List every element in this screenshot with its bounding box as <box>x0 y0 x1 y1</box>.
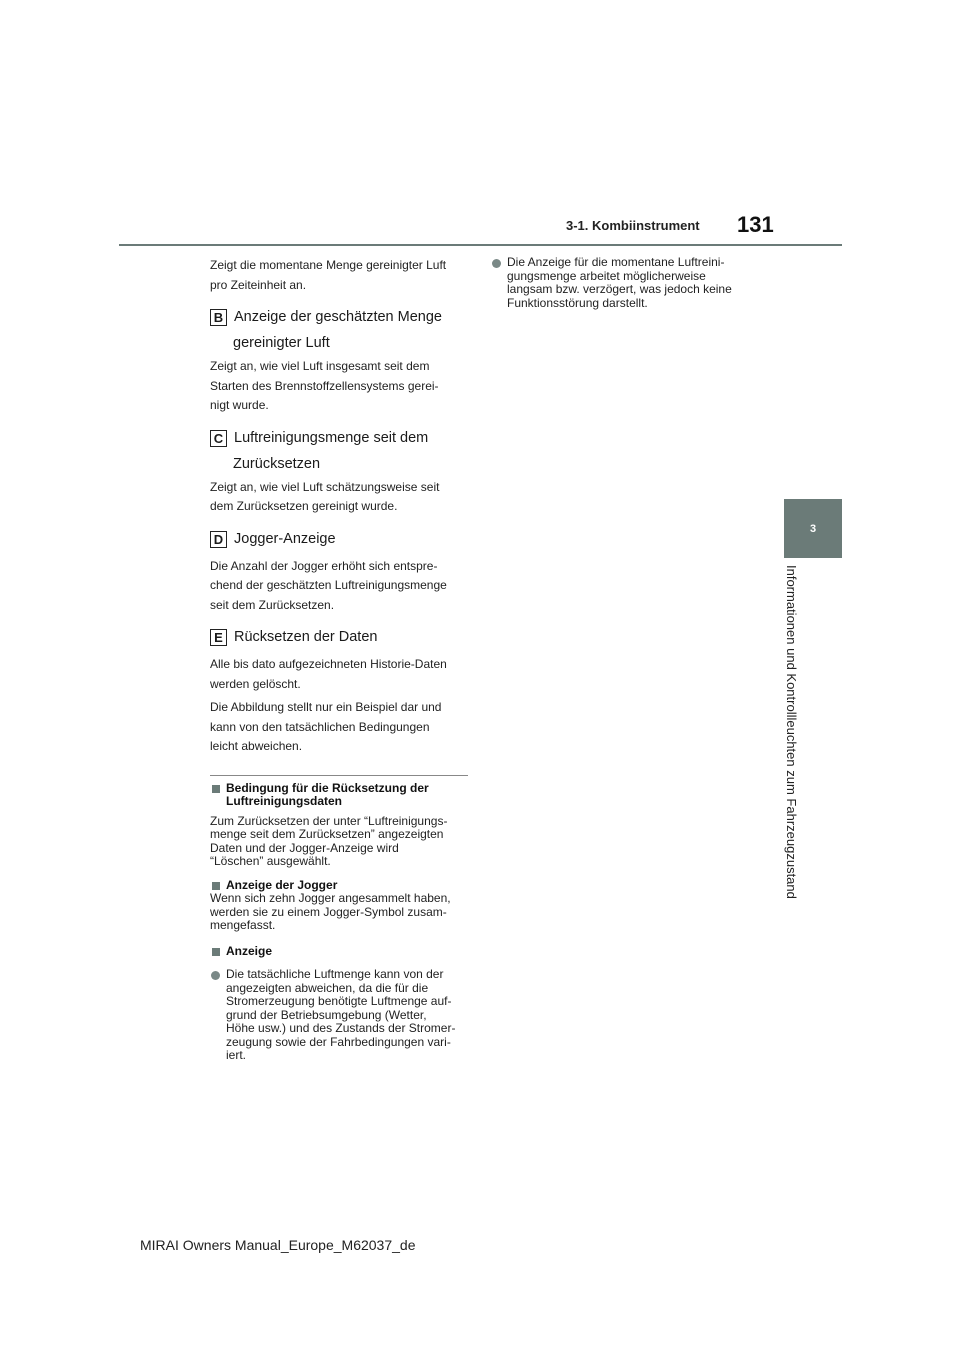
section-d-text <box>210 557 470 616</box>
section-title: 3-1. Kombiinstrument <box>566 218 700 233</box>
footer-manual-id: MIRAI Owners Manual_Europe_M62037_de <box>140 1237 416 1253</box>
text-line: Zum Zurücksetzen der unter “Luftreinigungs- <box>210 813 448 828</box>
subheading-reset-condition <box>210 782 470 809</box>
text-line: nigt wurde. <box>210 398 269 412</box>
square-bullet-icon <box>212 882 220 890</box>
text-line: Funktionsstörung darstellt. <box>507 295 648 310</box>
text-line: Höhe usw.) und des Zustands der Stromer- <box>226 1021 456 1035</box>
text-line: Luftreinigungsdaten <box>226 794 342 808</box>
right-bullet <box>491 256 753 310</box>
text-line: leicht abweichen. <box>210 739 303 753</box>
right-column <box>491 256 753 310</box>
subheading-text: Anzeige <box>226 943 273 958</box>
text-line: mengefasst. <box>210 918 276 932</box>
text-line: Zeigt an, wie viel Luft insgesamt seit dem <box>210 359 430 373</box>
text-line: gungsmenge arbeitet möglicherweise <box>507 268 706 283</box>
section-e-text <box>210 655 470 694</box>
chapter-tab: 3 <box>784 499 842 558</box>
heading-c-title-cont: Zurücksetzen <box>233 455 321 472</box>
text-line: dem Zurücksetzen gereinigt wurde. <box>210 499 398 513</box>
text-line: iert. <box>226 1048 247 1062</box>
note-text <box>210 698 470 757</box>
subheading-text <box>226 782 429 809</box>
chapter-side-title: Informationen und Kontrollleuchten zum Fahrzeugzustand <box>784 565 799 899</box>
page-number: 131 <box>737 212 774 237</box>
text-line: Wenn sich zehn Jogger angesammelt haben, <box>210 891 451 905</box>
subheading-jogger-display <box>210 879 470 893</box>
heading-b-title: Anzeige der geschätzten Menge <box>234 309 442 325</box>
subheading-display <box>210 945 470 959</box>
text-line: grund der Betriebsumgebung (Wetter, <box>226 1007 427 1022</box>
display-bullet-text <box>226 968 455 1063</box>
section-divider <box>210 775 468 776</box>
text-line: Daten und der Jogger-Anzeige wird <box>210 840 399 855</box>
circle-bullet-icon <box>211 971 220 980</box>
text-line: Die Anzeige für die momentane Luftreini- <box>507 255 725 269</box>
text-line: kann von den tatsächlichen Bedingungen <box>210 719 430 734</box>
heading-d-title: Jogger-Anzeige <box>234 530 336 547</box>
heading-b-title-cont: gereinigter Luft <box>233 335 330 351</box>
square-bullet-icon <box>212 948 220 956</box>
section-b-text <box>210 357 470 416</box>
text-line: werden sie zu einem Jogger-Symbol zusam- <box>210 904 447 919</box>
text-line: langsam bzw. verzögert, was jedoch keine <box>507 282 732 296</box>
intro-text <box>210 256 470 295</box>
letter-c-icon: C <box>210 430 227 447</box>
text-line: “Löschen” ausgewählt. <box>210 854 331 868</box>
subheading-text: Anzeige der Jogger <box>226 877 338 892</box>
letter-b-icon: B <box>210 309 227 326</box>
heading-d <box>210 529 470 553</box>
text-line: Die Anzahl der Jogger erhöht sich entspre- <box>210 558 438 573</box>
text-line: angezeigten abweichen, da die für die <box>226 980 429 995</box>
text-line: pro Zeiteinheit an. <box>210 277 307 292</box>
right-bullet-text <box>507 256 732 310</box>
text-line: Zeigt an, wie viel Luft schätzungsweise seit <box>210 479 440 494</box>
heading-b <box>210 307 470 331</box>
left-column <box>210 256 470 1063</box>
text-line: Bedingung für die Rücksetzung der <box>226 780 429 795</box>
text-line: Die Abbildung stellt nur ein Beispiel dar und <box>210 700 442 714</box>
header-rule <box>119 244 842 246</box>
text-line: seit dem Zurücksetzen. <box>210 597 335 612</box>
text-line: werden gelöscht. <box>210 676 301 691</box>
heading-e <box>210 627 470 651</box>
jogger-display-text <box>210 892 470 933</box>
heading-e-title: Rücksetzen der Daten <box>234 629 378 645</box>
circle-bullet-icon <box>492 259 501 268</box>
section-c-text <box>210 478 470 517</box>
square-bullet-icon <box>212 785 220 793</box>
text-line: zeugung sowie der Fahrbedingungen vari- <box>226 1034 451 1049</box>
display-bullet <box>210 968 470 1063</box>
heading-c <box>210 428 470 452</box>
reset-condition-text <box>210 815 470 869</box>
text-line: Die tatsächliche Luftmenge kann von der <box>226 967 444 981</box>
text-line: Zeigt die momentane Menge gereinigter Luft <box>210 258 447 272</box>
text-line: menge seit dem Zurücksetzen” angezeigten <box>210 827 444 841</box>
letter-e-icon: E <box>210 629 227 646</box>
text-line: Alle bis dato aufgezeichneten Historie-Daten <box>210 657 447 671</box>
heading-c-title: Luftreinigungsmenge seit dem <box>234 429 429 446</box>
text-line: chend der geschätzten Luftreinigungsmenge <box>210 578 447 592</box>
text-line: Stromerzeugung benötigte Luftmenge auf- <box>226 994 452 1008</box>
text-line: Starten des Brennstoffzellensystems gerei- <box>210 378 439 393</box>
letter-d-icon: D <box>210 531 227 548</box>
